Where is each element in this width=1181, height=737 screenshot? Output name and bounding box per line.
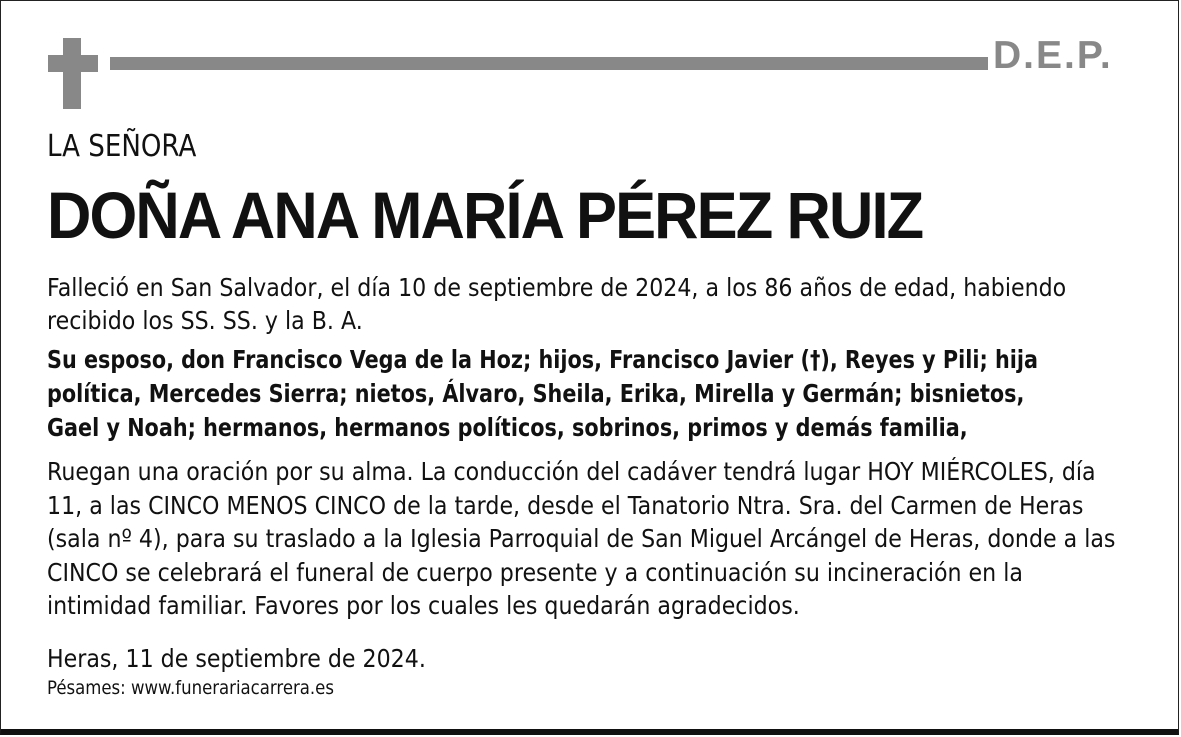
header-rule bbox=[110, 57, 988, 70]
pretitle: LA SEÑORA bbox=[47, 129, 197, 164]
deceased-name: DOÑA ANA MARÍA PÉREZ RUIZ bbox=[47, 178, 923, 252]
death-notice: Falleció en San Salvador, el día 10 de septiembre de 2024, a los 86 años de edad, habiendo recibido los SS. SS. y la B. A. bbox=[47, 273, 1067, 335]
family-list: Su esposo, don Francisco Vega de la Hoz; hijos, Francisco Javier (†), Reyes y Pili; hija política, Mercedes Sierra; nietos, Álvaro, Sheila, Erika, Mirella y Germán; bisnietos, Gael y Noah; hermanos, hermanos políticos, sobrinos, primos y demás familia, bbox=[47, 345, 1038, 442]
cross-vertical-bar bbox=[63, 38, 81, 109]
condolences-link[interactable]: Pésames: www.funerariacarrera.es bbox=[47, 677, 334, 699]
dep-label: D.E.P. bbox=[993, 34, 1113, 77]
ceremony-details: Ruegan una oración por su alma. La conducción del cadáver tendrá lugar HOY MIÉRCOLES, día 11, a las CINCO MENOS CINCO de la tarde, desde el Tanatorio Ntra. Sra. del Carmen de Heras (sala nº 4), para su traslado a la Iglesia Parroquial de San Miguel Arcángel de Heras, donde a las CINCO se celebrará el funeral de cuerpo presente y a continuación su incineración en la intimidad familiar. Favores por los cuales les quedarán agradecidos. bbox=[47, 457, 1116, 620]
place-date: Heras, 11 de septiembre de 2024. bbox=[47, 644, 426, 673]
cross-horizontal-bar bbox=[48, 55, 98, 72]
